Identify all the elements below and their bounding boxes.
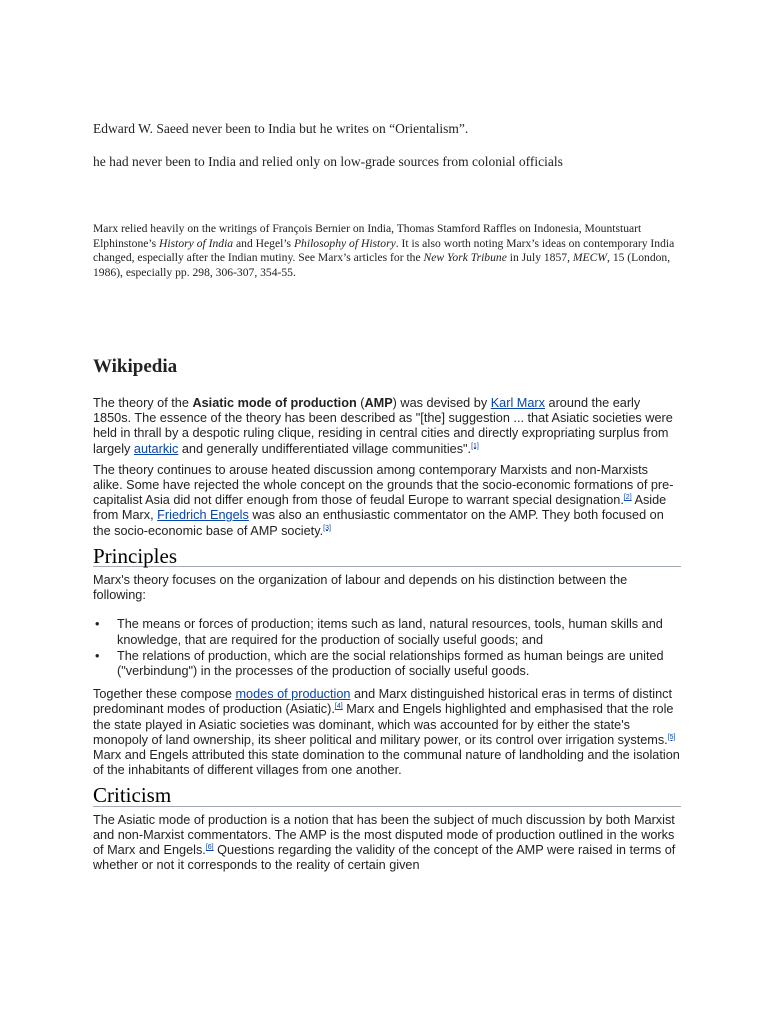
note-marx-sources [93,222,679,281]
note-text: . It is also worth noting Marx’s ideas on contemporary India changed, especially after the Indian mutiny. See Marx’s articles for the [93,236,675,265]
principles-heading: Principles [93,549,681,567]
friedrich-engels-link[interactable]: Friedrich Engels [157,508,249,523]
text: around the early 1850s. The essence of the theory has been described as "[the] suggestion ... that Asiatic societies were held in thrall by a despotic ruling clique, residing in central cities and directly expropriating surplus from largely [93,396,673,456]
autarkic-link[interactable]: autarkic [133,441,179,456]
text: Marx and Engels highlighted and emphasised that the role the state played in Asiatic societies was dominant, which was accounted for by either the state's monopoly of land ownership, its sheer political and military power, or its control over irrigation systems. [93,702,674,747]
note-sources: he had never been to India and relied only on low-grade sources from colonial officials [93,154,563,169]
principles-list [93,617,681,679]
text: and generally undifferentiated village communities". [178,441,472,456]
text: The theory of the [93,396,193,410]
list-item-text: The relations of production, which are the social relationships formed as human beings are united ("verbindung") in the processes of the production of socially useful goods. [117,648,664,679]
principles-paragraph [93,687,681,778]
term-abbrev: AMP [364,396,393,410]
text: ( [356,396,365,410]
text: and Marx distinguished historical eras in terms of distinct predominant modes of production (Asiatic). [93,687,672,717]
criticism-paragraph [93,813,681,874]
article-body [93,396,681,879]
citation-2[interactable]: [2] [623,493,632,501]
text: Marx and Engels attributed this state domination to the communal nature of landholding and the isolation of the inhabitants of different villages from one another. [93,748,680,778]
modes-of-production-link[interactable]: modes of production [235,687,351,702]
intro-paragraph-1 [93,396,681,457]
note-saeed: Edward W. Saeed never been to India but he writes on “Orientalism”. [93,121,469,136]
text: was also an enthusiastic commentator on the AMP. They both focused on the socio-economic base of AMP society. [93,508,664,538]
text: Questions regarding the validity of the concept of the AMP were raised in terms of whether or not it corresponds to the reality of certain given [93,843,676,873]
text: ) was devised by [392,396,491,410]
note-text: and Hegel’s [233,236,294,250]
book-title: Philosophy of History [293,236,396,250]
citation-5[interactable]: [5] [667,733,676,741]
note-text: in July 1857, [506,251,573,265]
publication-title: MECW [572,251,608,265]
bullet-icon: • [95,648,100,663]
principles-intro: Marx's theory focuses on the organization of labour and depends on his distinction between the following: [93,573,628,603]
publication-title: New York Tribune [423,251,507,265]
book-title: History of India [159,236,234,250]
text: The Asiatic mode of production is a notion that has been the subject of much discussion by both Marxist and non-Marxist commentators. The AMP is the most disputed mode of production outlined in the works of Marx and Engels. [93,812,675,858]
text: The theory continues to arouse heated discussion among contemporary Marxists and non-Marxists alike. Some have rejected the whole concept on the grounds that the socio-economic formations of pre-capitalist Asia did not differ enough from those of feudal Europe to warrant special designation. [93,462,674,508]
citation-1[interactable]: [1] [471,442,479,450]
note-text: , 15 (London, 1986), especially pp. 298, 306-307, 354-55. [93,251,671,280]
criticism-heading: Criticism [93,788,681,806]
text: Together these compose [93,687,236,702]
bullet-icon: • [95,617,100,632]
citation-4[interactable]: [4] [334,703,343,711]
list-item-text: The means or forces of production; items such as land, natural resources, tools, human skills and knowledge, that are required for the production of socially useful goods; and [117,617,663,647]
list-item [93,649,681,679]
citation-3[interactable]: [3] [323,524,331,532]
citation-6[interactable]: [6] [205,843,214,851]
intro-paragraph-2 [93,463,681,539]
karl-marx-link[interactable]: Karl Marx [490,396,545,410]
term-amp: Asiatic mode of production [192,396,357,410]
text: Aside from Marx, [93,493,667,523]
note-text: Marx relied heavily on the writings of François Bernier on India, Thomas Stamford Raffles on Indonesia, Mountstuart Elphinstone’s [93,222,642,250]
list-item [93,617,681,647]
wikipedia-heading: Wikipedia [93,356,178,377]
